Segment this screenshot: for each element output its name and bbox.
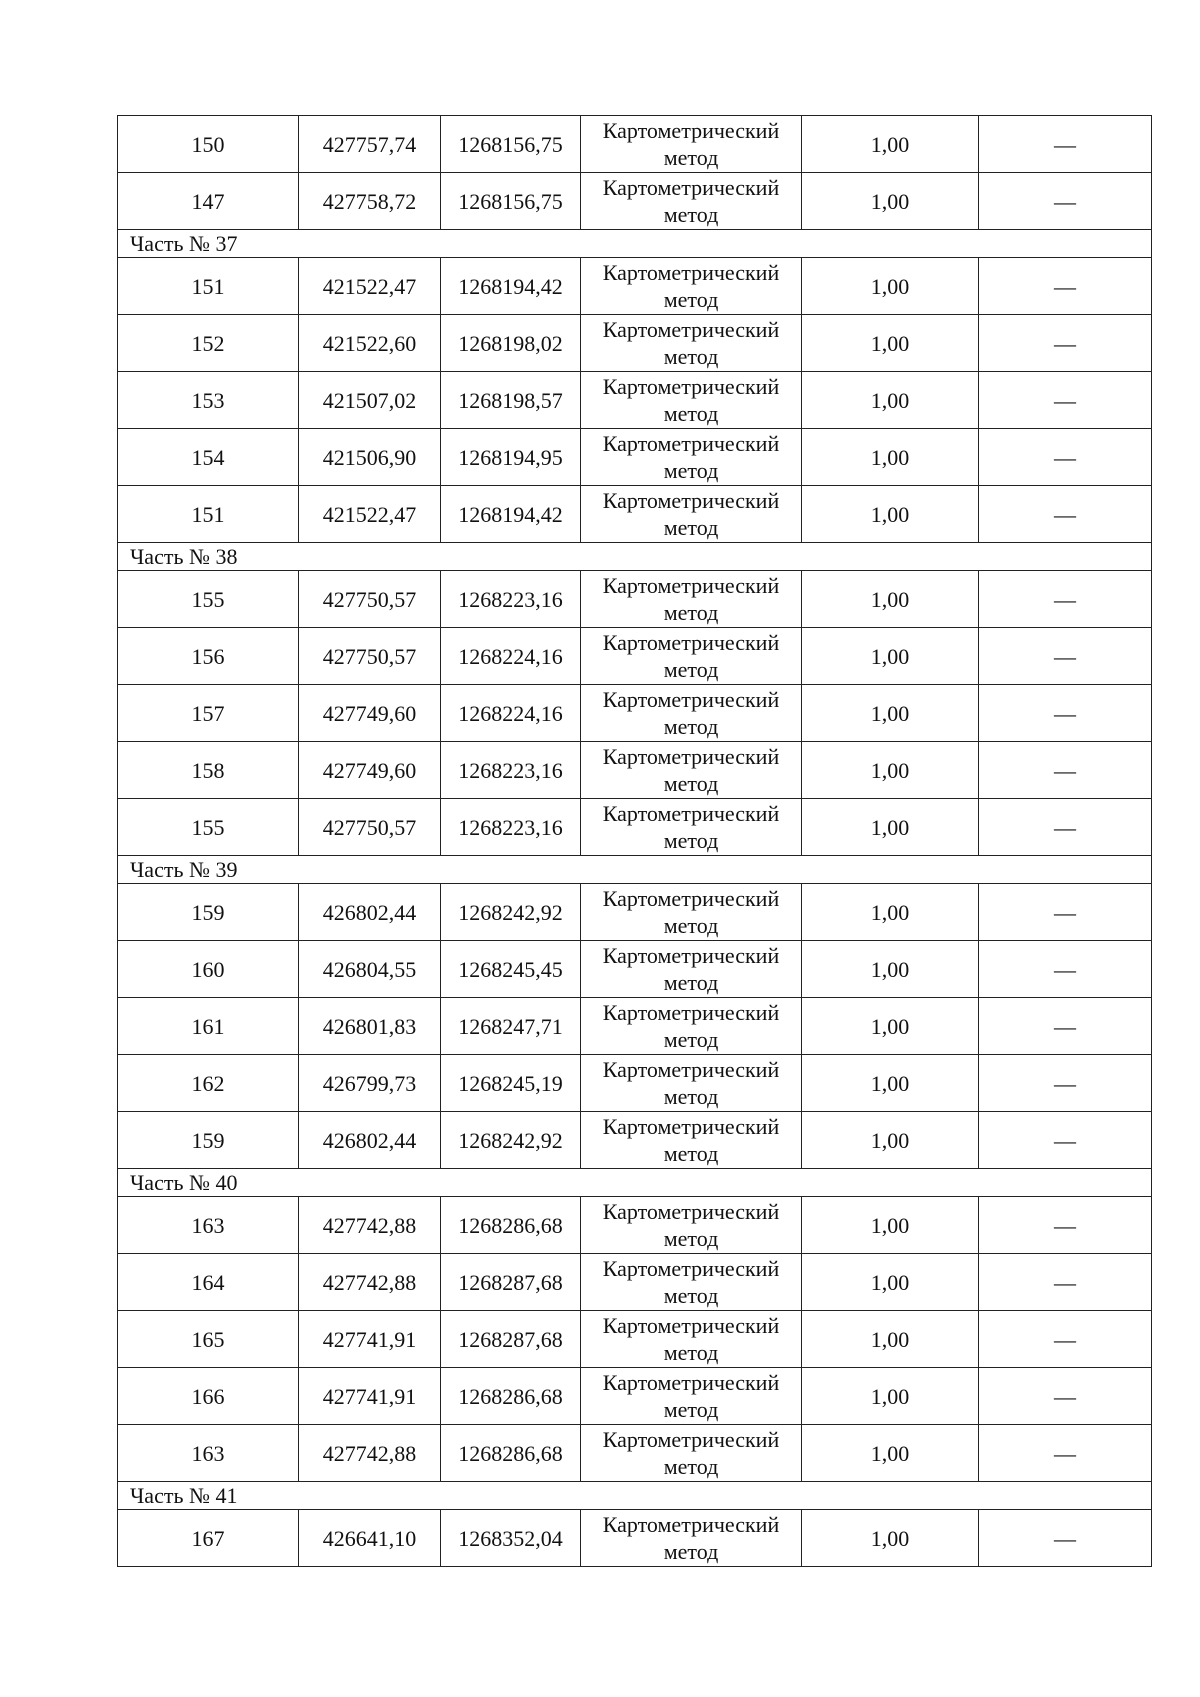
coord-x-cell: 426801,83 [299,998,441,1055]
method-line-1: Картометрический [602,573,780,598]
point-number-cell: 164 [118,1254,299,1311]
precision-cell: 1,00 [802,799,979,856]
coord-y-cell: 1268156,75 [441,173,581,230]
method-line-1: Картометрический [602,1313,780,1338]
coord-x-cell: 421522,47 [299,486,441,543]
table-row [118,628,1152,685]
coord-x-cell: 427742,88 [299,1197,441,1254]
method-line-1: Картометрический [602,687,780,712]
dash-cell: — [979,884,1152,941]
method-cell [581,372,802,429]
method-line-1: Картометрический [602,801,780,826]
method-line-2: метод [663,202,719,227]
method-line-2: метод [663,1539,719,1564]
table-row [118,1197,1152,1254]
precision-cell: 1,00 [802,1254,979,1311]
method-line-2: метод [663,1283,719,1308]
precision-cell: 1,00 [802,258,979,315]
precision-cell: 1,00 [802,628,979,685]
method-line-2: метод [663,515,719,540]
coord-y-cell: 1268242,92 [441,884,581,941]
dash-cell: — [979,941,1152,998]
precision-cell: 1,00 [802,486,979,543]
coord-x-cell: 427742,88 [299,1425,441,1482]
coord-y-cell: 1268194,95 [441,429,581,486]
coord-x-cell: 427749,60 [299,742,441,799]
table-row [118,571,1152,628]
precision-cell: 1,00 [802,1368,979,1425]
table-row [118,258,1152,315]
method-cell [581,799,802,856]
coord-y-cell: 1268287,68 [441,1311,581,1368]
point-number-cell: 167 [118,1510,299,1567]
precision-cell: 1,00 [802,173,979,230]
dash-cell: — [979,742,1152,799]
dash-cell: — [979,315,1152,372]
method-cell [581,1112,802,1169]
table-row [118,486,1152,543]
table-row [118,685,1152,742]
coord-x-cell: 426802,44 [299,1112,441,1169]
table-row [118,799,1152,856]
point-number-cell: 162 [118,1055,299,1112]
table-row [118,315,1152,372]
method-cell [581,173,802,230]
coord-x-cell: 427758,72 [299,173,441,230]
coord-x-cell: 426804,55 [299,941,441,998]
coord-x-cell: 421522,60 [299,315,441,372]
table-row [118,372,1152,429]
method-cell [581,1368,802,1425]
precision-cell: 1,00 [802,116,979,173]
coord-y-cell: 1268286,68 [441,1197,581,1254]
method-line-1: Картометрический [602,1114,780,1139]
coord-y-cell: 1268286,68 [441,1368,581,1425]
coord-y-cell: 1268245,45 [441,941,581,998]
point-number-cell: 151 [118,258,299,315]
method-line-2: метод [663,714,719,739]
method-cell [581,742,802,799]
method-line-2: метод [663,600,719,625]
point-number-cell: 165 [118,1311,299,1368]
precision-cell: 1,00 [802,941,979,998]
method-cell [581,315,802,372]
method-line-2: метод [663,287,719,312]
coord-y-cell: 1268198,57 [441,372,581,429]
point-number-cell: 154 [118,429,299,486]
precision-cell: 1,00 [802,315,979,372]
coord-y-cell: 1268286,68 [441,1425,581,1482]
part-label: Часть № 37 [118,230,1152,258]
coord-x-cell: 426799,73 [299,1055,441,1112]
table-row [118,998,1152,1055]
table-row [118,1055,1152,1112]
method-line-1: Картометрический [602,431,780,456]
method-line-2: метод [663,1141,719,1166]
part-label: Часть № 38 [118,543,1152,571]
method-line-1: Картометрический [602,630,780,655]
coord-x-cell: 427742,88 [299,1254,441,1311]
precision-cell: 1,00 [802,429,979,486]
part-header-row [118,1169,1152,1197]
coord-x-cell: 426802,44 [299,884,441,941]
table-body [118,116,1152,1567]
point-number-cell: 155 [118,571,299,628]
method-cell [581,429,802,486]
precision-cell: 1,00 [802,1510,979,1567]
method-cell [581,941,802,998]
coord-y-cell: 1268224,16 [441,628,581,685]
coord-y-cell: 1268352,04 [441,1510,581,1567]
dash-cell: — [979,1254,1152,1311]
method-cell [581,116,802,173]
coord-x-cell: 427750,57 [299,799,441,856]
part-header-row [118,543,1152,571]
table-row [118,429,1152,486]
method-line-1: Картометрический [602,1199,780,1224]
coord-y-cell: 1268198,02 [441,315,581,372]
part-label: Часть № 40 [118,1169,1152,1197]
coordinates-table [117,115,1152,1567]
dash-cell: — [979,1425,1152,1482]
coord-x-cell: 427750,57 [299,628,441,685]
point-number-cell: 157 [118,685,299,742]
method-line-1: Картометрический [602,374,780,399]
point-number-cell: 166 [118,1368,299,1425]
coord-x-cell: 427749,60 [299,685,441,742]
precision-cell: 1,00 [802,998,979,1055]
dash-cell: — [979,486,1152,543]
dash-cell: — [979,116,1152,173]
dash-cell: — [979,1368,1152,1425]
coord-y-cell: 1268245,19 [441,1055,581,1112]
precision-cell: 1,00 [802,884,979,941]
point-number-cell: 151 [118,486,299,543]
dash-cell: — [979,685,1152,742]
point-number-cell: 158 [118,742,299,799]
method-line-1: Картометрический [602,175,780,200]
coord-x-cell: 426641,10 [299,1510,441,1567]
method-line-1: Картометрический [602,1057,780,1082]
method-line-2: метод [663,1084,719,1109]
method-line-2: метод [663,657,719,682]
precision-cell: 1,00 [802,372,979,429]
method-cell [581,884,802,941]
table-row [118,941,1152,998]
dash-cell: — [979,1197,1152,1254]
point-number-cell: 163 [118,1425,299,1482]
method-line-1: Картометрический [602,317,780,342]
method-line-1: Картометрический [602,1000,780,1025]
method-cell [581,1510,802,1567]
precision-cell: 1,00 [802,1425,979,1482]
method-cell [581,685,802,742]
method-line-2: метод [663,401,719,426]
method-line-1: Картометрический [602,886,780,911]
precision-cell: 1,00 [802,1197,979,1254]
point-number-cell: 153 [118,372,299,429]
precision-cell: 1,00 [802,1112,979,1169]
coord-y-cell: 1268223,16 [441,571,581,628]
method-line-2: метод [663,1027,719,1052]
method-line-1: Картометрический [602,1370,780,1395]
method-line-2: метод [663,344,719,369]
method-line-2: метод [663,913,719,938]
dash-cell: — [979,998,1152,1055]
precision-cell: 1,00 [802,1055,979,1112]
dash-cell: — [979,1510,1152,1567]
method-cell [581,486,802,543]
point-number-cell: 150 [118,116,299,173]
method-cell [581,571,802,628]
point-number-cell: 159 [118,884,299,941]
dash-cell: — [979,571,1152,628]
method-line-1: Картометрический [602,1427,780,1452]
point-number-cell: 159 [118,1112,299,1169]
method-line-1: Картометрический [602,744,780,769]
dash-cell: — [979,799,1152,856]
precision-cell: 1,00 [802,742,979,799]
method-cell [581,1311,802,1368]
table-row [118,742,1152,799]
table-row [118,1311,1152,1368]
method-line-2: метод [663,145,719,170]
method-line-2: метод [663,970,719,995]
table-row [118,1510,1152,1567]
method-line-1: Картометрический [602,1256,780,1281]
method-line-1: Картометрический [602,260,780,285]
table-row [118,1425,1152,1482]
point-number-cell: 163 [118,1197,299,1254]
point-number-cell: 152 [118,315,299,372]
method-cell [581,998,802,1055]
dash-cell: — [979,1311,1152,1368]
method-line-2: метод [663,1454,719,1479]
coord-y-cell: 1268194,42 [441,258,581,315]
dash-cell: — [979,173,1152,230]
part-label: Часть № 39 [118,856,1152,884]
method-cell [581,628,802,685]
method-line-1: Картометрический [602,1512,780,1537]
method-cell [581,1254,802,1311]
precision-cell: 1,00 [802,1311,979,1368]
table-row [118,173,1152,230]
precision-cell: 1,00 [802,571,979,628]
coord-y-cell: 1268247,71 [441,998,581,1055]
coord-y-cell: 1268242,92 [441,1112,581,1169]
point-number-cell: 161 [118,998,299,1055]
dash-cell: — [979,258,1152,315]
coord-x-cell: 421522,47 [299,258,441,315]
coord-x-cell: 421507,02 [299,372,441,429]
coord-x-cell: 421506,90 [299,429,441,486]
table-row [118,116,1152,173]
table-row [118,1112,1152,1169]
method-cell [581,258,802,315]
method-line-1: Картометрический [602,118,780,143]
method-cell [581,1055,802,1112]
table-row [118,1254,1152,1311]
point-number-cell: 147 [118,173,299,230]
coord-y-cell: 1268223,16 [441,742,581,799]
coord-x-cell: 427741,91 [299,1311,441,1368]
point-number-cell: 160 [118,941,299,998]
method-cell [581,1425,802,1482]
dash-cell: — [979,1112,1152,1169]
coord-y-cell: 1268224,16 [441,685,581,742]
method-line-2: метод [663,1340,719,1365]
method-line-2: метод [663,828,719,853]
table-row [118,1368,1152,1425]
point-number-cell: 155 [118,799,299,856]
part-header-row [118,856,1152,884]
method-line-1: Картометрический [602,943,780,968]
coord-y-cell: 1268156,75 [441,116,581,173]
method-line-2: метод [663,1226,719,1251]
part-label: Часть № 41 [118,1482,1152,1510]
coord-y-cell: 1268287,68 [441,1254,581,1311]
method-line-2: метод [663,771,719,796]
method-line-1: Картометрический [602,488,780,513]
coord-y-cell: 1268194,42 [441,486,581,543]
coord-x-cell: 427757,74 [299,116,441,173]
method-line-2: метод [663,458,719,483]
table-row [118,884,1152,941]
part-header-row [118,1482,1152,1510]
dash-cell: — [979,628,1152,685]
part-header-row [118,230,1152,258]
precision-cell: 1,00 [802,685,979,742]
dash-cell: — [979,1055,1152,1112]
coord-x-cell: 427741,91 [299,1368,441,1425]
dash-cell: — [979,429,1152,486]
point-number-cell: 156 [118,628,299,685]
method-cell [581,1197,802,1254]
coord-y-cell: 1268223,16 [441,799,581,856]
coord-x-cell: 427750,57 [299,571,441,628]
method-line-2: метод [663,1397,719,1422]
dash-cell: — [979,372,1152,429]
